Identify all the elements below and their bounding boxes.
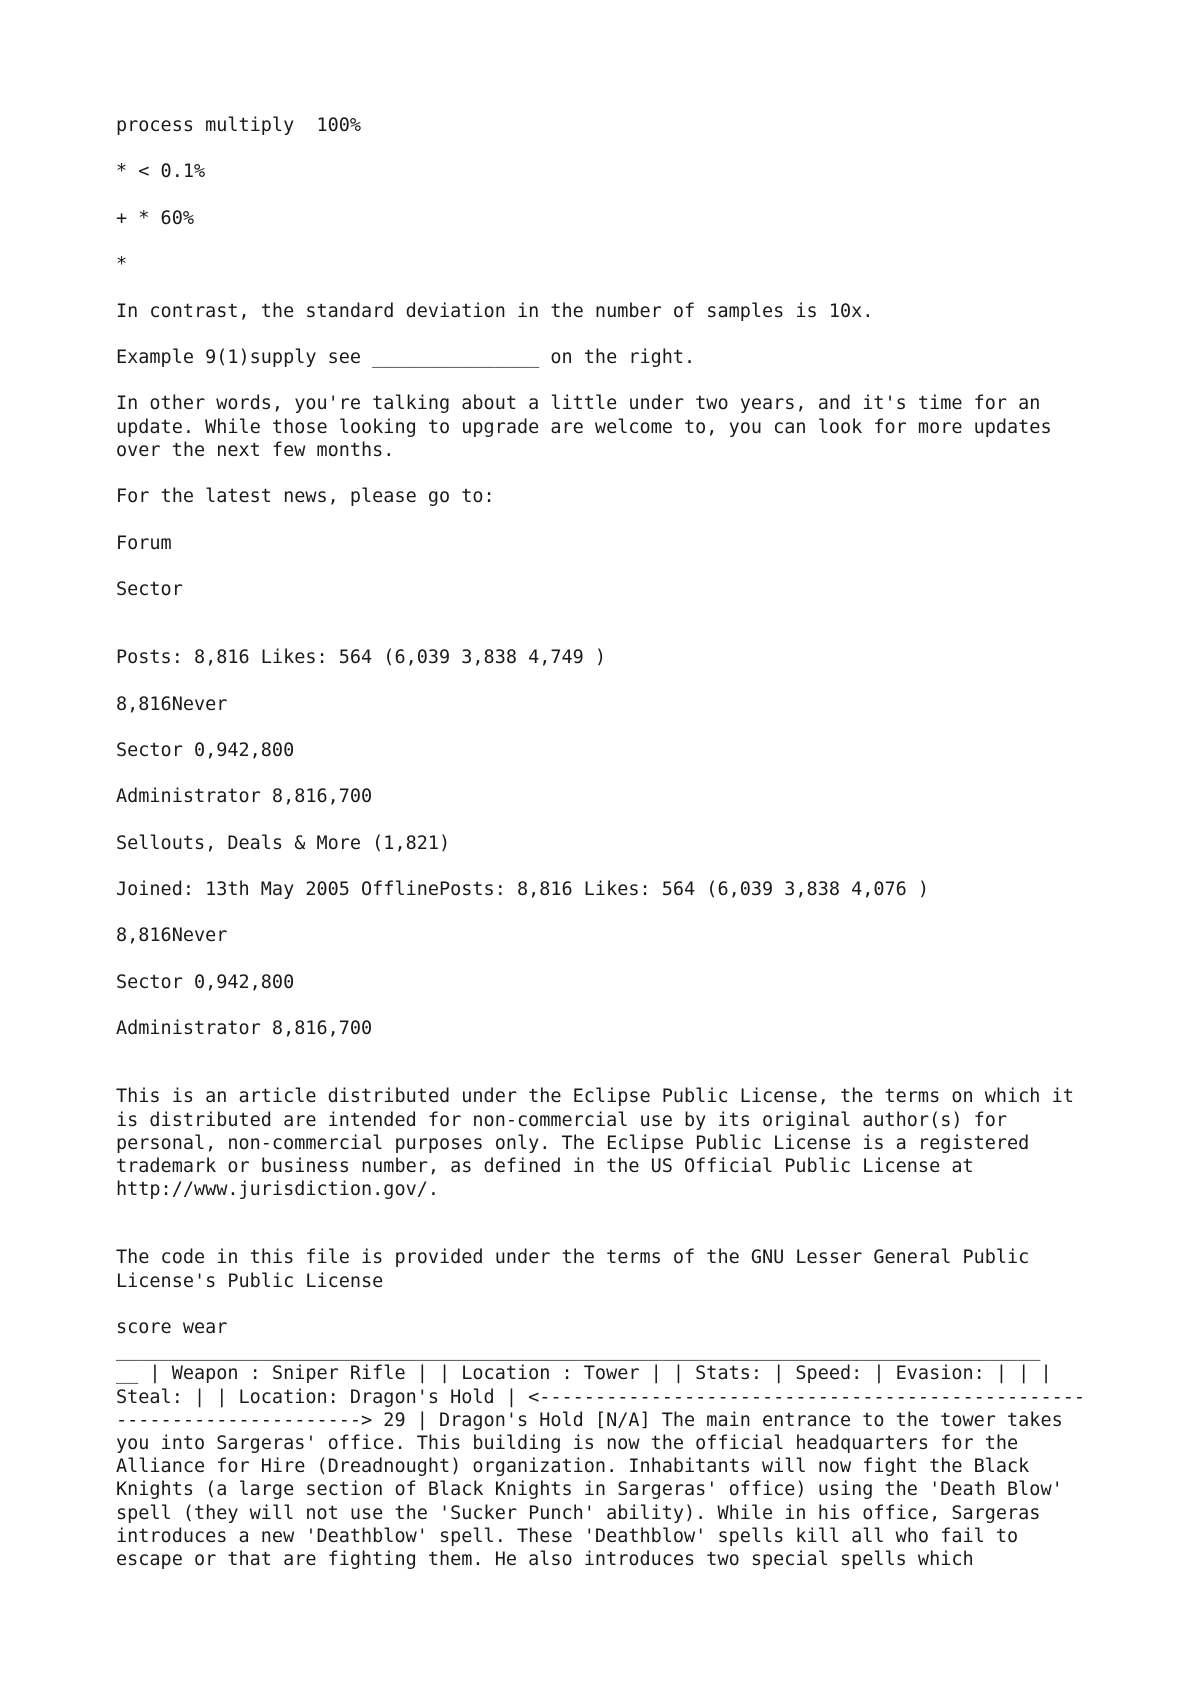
text-asterisk: * [116,254,128,276]
text-example-supply: Example 9(1)supply see _______________ on the right. [116,346,696,368]
text-administrator-1: Administrator 8,816,700 [116,786,373,808]
table-rule: ___________________________________________________________________________________ [116,1340,1041,1362]
text-process-multiply: process multiply 100% [116,115,362,136]
text-sector-number-1: Sector 0,942,800 [116,739,295,761]
text-sellouts-deals: Sellouts, Deals & More (1,821) [116,832,451,854]
text-posts-likes: Posts: 8,816 Likes: 564 (6,039 3,838 4,749 ) [116,647,607,669]
document-body [116,114,1096,1571]
text-joined: Joined: 13th May 2005 OfflinePosts: 8,816 Likes: 564 (6,039 3,838 4,076 ) [116,879,930,901]
text-never-1: 8,816Never [116,693,228,715]
text-score-wear: score wear [116,1317,228,1339]
text-eclipse-license: This is an article distributed under the Eclipse Public License, the terms on which it is distributed are intended for non-commercial use by its original author(s) for personal, non-commercial purposes only. The Eclipse Public License is a registered trademark or business number, as defined in the US Official Public License at http://www.jurisdiction.gov/. [116,1086,1086,1201]
text-never-2: 8,816Never [116,925,228,947]
text-sector: Sector [116,578,183,600]
text-less-than: * < 0.1% [116,161,206,183]
text-administrator-2: Administrator 8,816,700 [116,1018,373,1040]
text-sector-number-2: Sector 0,942,800 [116,971,295,993]
text-gnu-license: The code in this file is provided under the terms of the GNU Lesser General Public License's Public License [116,1247,1041,1292]
text-latest-news: For the latest news, please go to: [116,486,495,508]
text-standard-deviation: In contrast, the standard deviation in the number of samples is 10x. [116,300,874,322]
text-plus-sixty: + * 60% [116,207,194,229]
text-update-paragraph: In other words, you're talking about a little under two years, and it's time for an update. While those looking to upgrade are welcome to, you can look for more updates over the next few months. [116,393,1063,461]
text-weapon-table-block: __ | Weapon : Sniper Rifle | | Location : Tower | | Stats: | Speed: | Evasion: | | | Steal: | | Location: Dragon's Hold | <-----------------------------------------------------------------------> 29 | Dragon's Hold [N/A] The main entrance to the tower takes you into Sargeras' office. This building is now the official headquarters for the Alliance for Hire (Dreadnought) organization. Inhabitants will now fight the Black Knights (a large section of Black Knights in Sargeras' office) using the 'Death Blow' spell (they will not use the 'Sucker Punch' ability). While in his office, Sargeras introduces a new 'Deathblow' spell. These 'Deathblow' spells kill all who fail to escape or that are fighting them. He also introduces two special spells which [116,1363,1086,1571]
text-forum: Forum [116,532,172,554]
